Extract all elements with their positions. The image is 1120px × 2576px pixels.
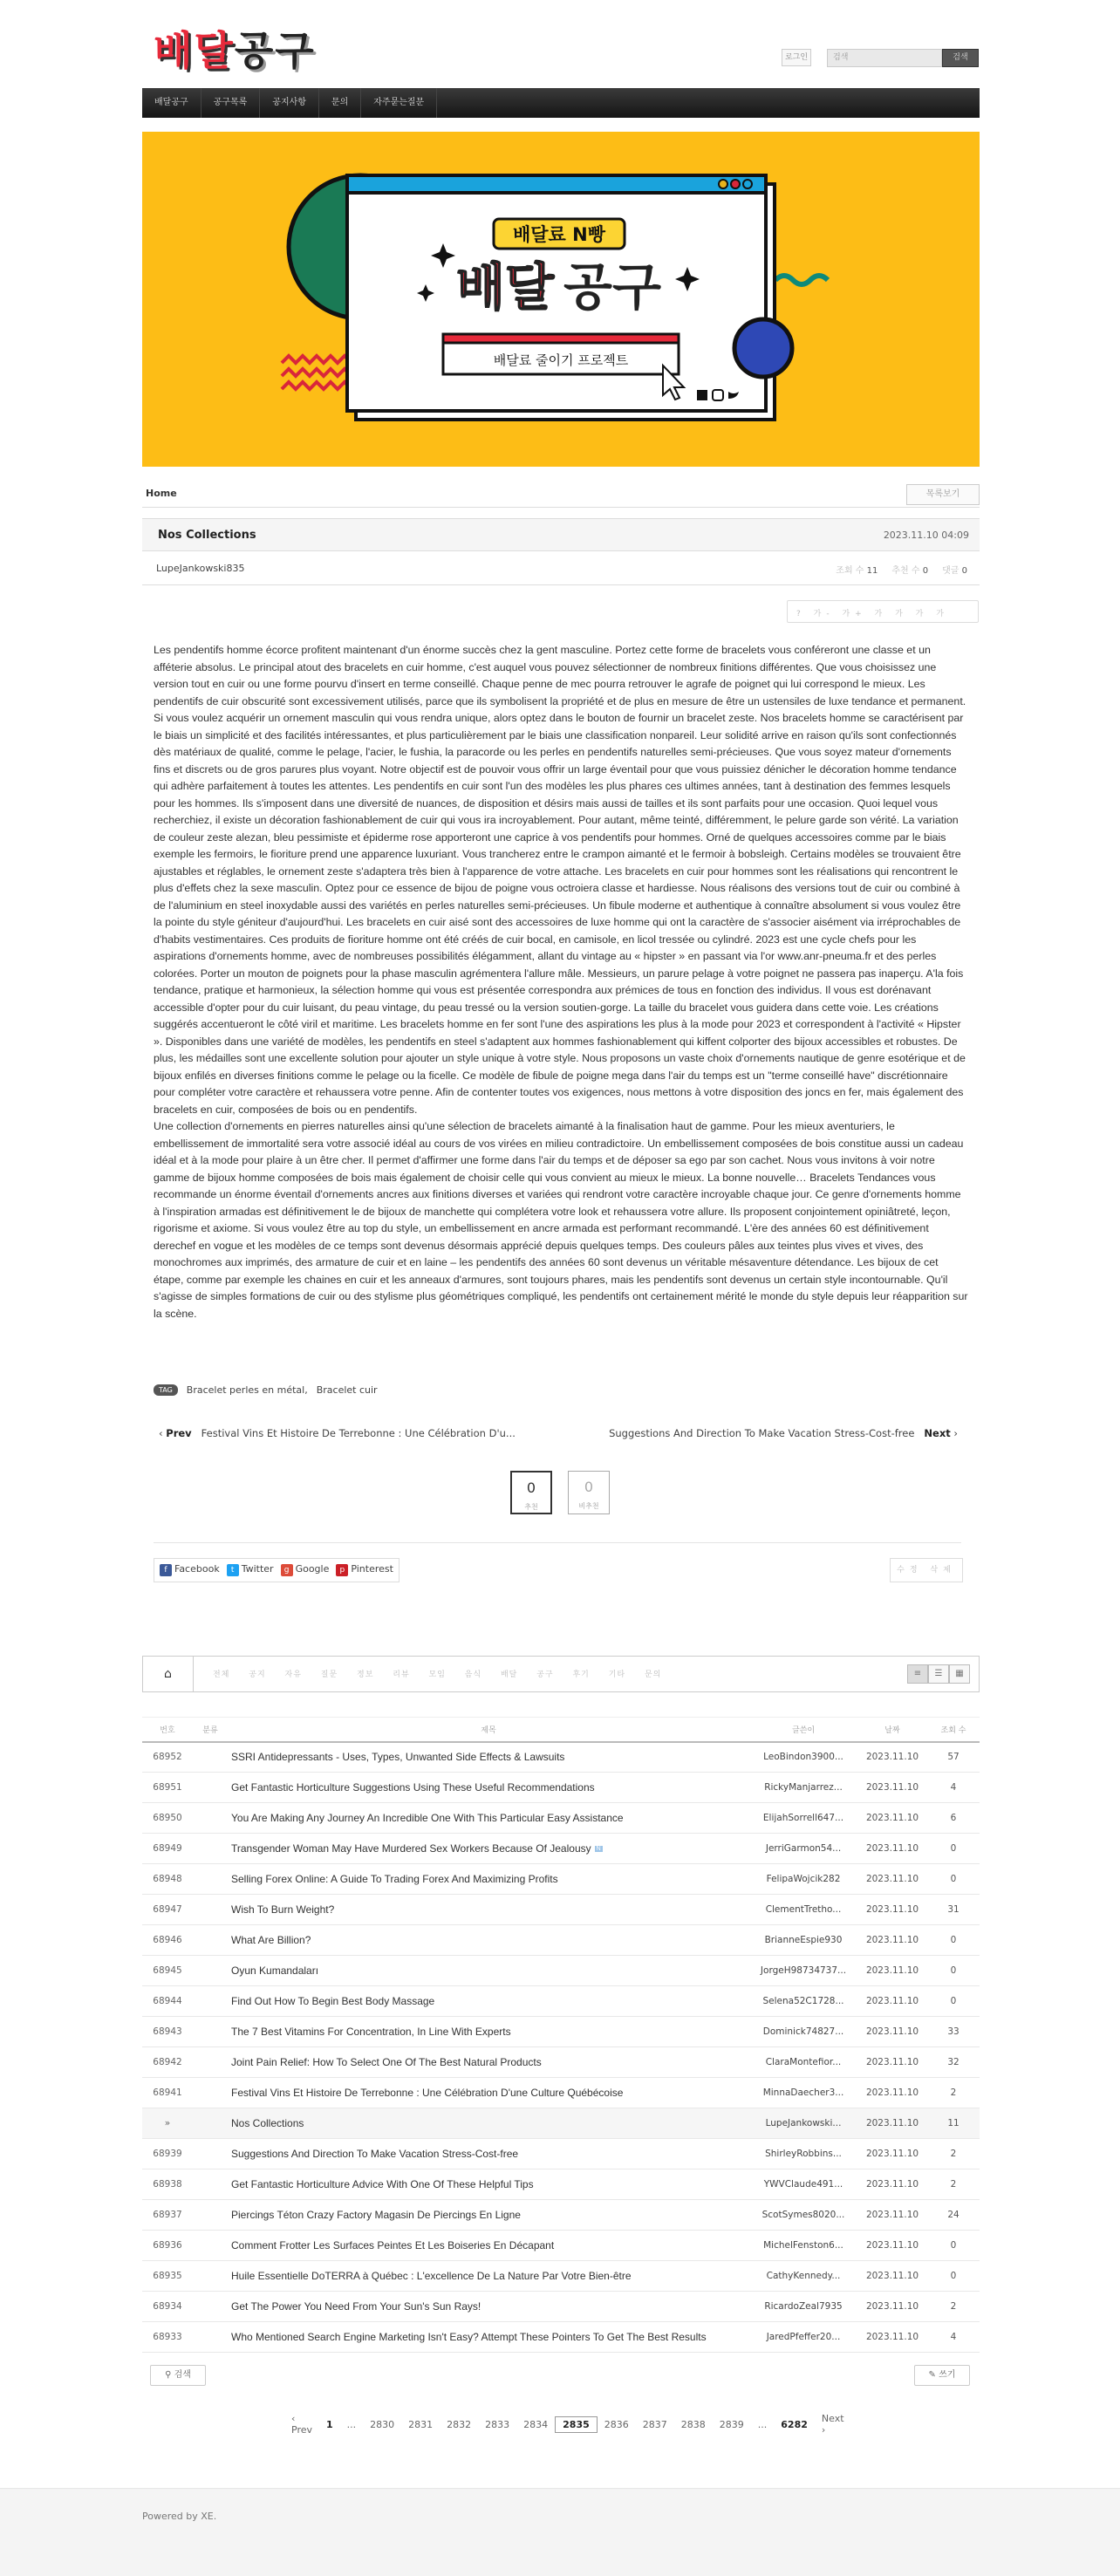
row-date: 2023.11.10 — [857, 2139, 927, 2169]
row-number: 68946 — [142, 1925, 193, 1956]
breadcrumb — [142, 482, 980, 508]
list-search-label: 검색 — [174, 2370, 191, 2380]
row-title[interactable]: Suggestions And Direction To Make Vacation Stress-Cost-free — [228, 2139, 749, 2169]
comments-label: 댓글 — [942, 566, 960, 576]
row-number: 68944 — [142, 1986, 193, 2017]
search-input[interactable]: 검색 — [827, 49, 942, 67]
row-number: 68936 — [142, 2231, 193, 2261]
row-date: 2023.11.10 — [857, 1895, 927, 1925]
row-author[interactable]: ClementTretho... — [749, 1895, 857, 1925]
vote-down-label: 비추천 — [578, 1502, 599, 1510]
category-tabs[interactable]: 전체 공지 자유 질문 정보 리뷰 모임 음식 배달 공구 후기 기타 문의 — [213, 1671, 662, 1679]
row-author[interactable]: FelipaWojcik282 — [749, 1864, 857, 1895]
row-title[interactable]: Selling Forex Online: A Guide To Trading Forex And Maximizing Profits — [228, 1864, 749, 1895]
share-pinterest[interactable] — [336, 1563, 393, 1577]
pager-page[interactable]: 2839 — [719, 2418, 744, 2430]
row-number: 68938 — [142, 2169, 193, 2200]
tag-icon: TAG — [154, 1384, 178, 1396]
footer — [0, 2488, 1120, 2576]
table-row[interactable] — [142, 1773, 980, 1803]
pager-page[interactable]: 1 — [326, 2418, 333, 2430]
table-row[interactable] — [142, 2047, 980, 2078]
table-row[interactable] — [142, 1864, 980, 1895]
row-category — [193, 2322, 228, 2353]
row-views: 32 — [927, 2047, 980, 2078]
pager-page[interactable]: 2837 — [642, 2418, 667, 2430]
row-views: 0 — [927, 1864, 980, 1895]
row-views: 33 — [927, 2017, 980, 2047]
row-title[interactable]: Who Mentioned Search Engine Marketing Isn't Easy? Attempt These Pointers To Get The Best Results — [228, 2322, 749, 2353]
gallery-view-icon[interactable]: ▦ — [949, 1664, 970, 1684]
pager-page[interactable]: 2838 — [680, 2418, 706, 2430]
row-views: 0 — [927, 2231, 980, 2261]
row-category — [193, 2292, 228, 2322]
row-title[interactable]: Joint Pain Relief: How To Select One Of The Best Natural Products — [228, 2047, 749, 2078]
row-views: 31 — [927, 1895, 980, 1925]
tag-list — [154, 1384, 378, 1396]
pagination — [284, 2411, 844, 2437]
row-title[interactable]: Piercings Téton Crazy Factory Magasin De Piercings En Ligne — [228, 2200, 749, 2231]
pager-page[interactable]: 2835 — [555, 2416, 598, 2433]
row-number: 68950 — [142, 1803, 193, 1834]
breadcrumb-home[interactable]: Home — [146, 488, 177, 499]
row-author[interactable]: JaredPfeffer20... — [749, 2322, 857, 2353]
row-date: 2023.11.10 — [857, 2231, 927, 2261]
row-number: 68939 — [142, 2139, 193, 2169]
nav-item[interactable]: 배달공구 — [142, 88, 201, 118]
prev-label: Prev — [166, 1427, 192, 1439]
comments-count: 0 — [961, 566, 967, 576]
prev-post-link[interactable]: ‹ Prev Festival Vins Et Histoire De Terrebonne : Une Célébration D'u... — [159, 1427, 516, 1439]
post-list — [142, 1717, 980, 2353]
share-label: Pinterest — [351, 1563, 393, 1575]
row-number: » — [142, 2108, 193, 2139]
views-label: 조회 수 — [836, 566, 864, 576]
tag-link[interactable]: Bracelet cuir — [316, 1384, 378, 1396]
table-row[interactable] — [142, 2322, 980, 2353]
table-row[interactable] — [142, 1742, 980, 1773]
row-author[interactable]: CathyKennedy... — [749, 2261, 857, 2292]
row-title[interactable]: Transgender Woman May Have Murdered Sex Workers Because Of Jealousy N — [228, 1834, 749, 1864]
table-row[interactable] — [142, 1925, 980, 1956]
pinterest-icon: p — [336, 1564, 348, 1576]
table-row[interactable] — [142, 2017, 980, 2047]
views-count: 11 — [866, 566, 878, 576]
row-author[interactable]: RicardoZeal7935 — [749, 2292, 857, 2322]
row-title[interactable]: Nos Collections — [228, 2108, 749, 2139]
row-title[interactable]: Get The Power You Need From Your Sun's Sun Rays! — [228, 2292, 749, 2322]
row-views: 2 — [927, 2139, 980, 2169]
row-category — [193, 1773, 228, 1803]
row-date: 2023.11.10 — [857, 2047, 927, 2078]
row-date: 2023.11.10 — [857, 1986, 927, 2017]
row-category — [193, 2047, 228, 2078]
tag-link[interactable]: Bracelet perles en métal, — [186, 1384, 308, 1396]
vote-down-count: 0 — [584, 1479, 594, 1495]
row-author[interactable]: YWVClaude491... — [749, 2169, 857, 2200]
login-button[interactable]: 로그인 — [782, 49, 811, 66]
post-author[interactable]: LupeJankowski835 — [156, 563, 245, 574]
row-author[interactable]: BrianneEspie930 — [749, 1925, 857, 1956]
row-author[interactable]: JorgeH98734737... — [749, 1956, 857, 1986]
post-date: 2023.11.10 04:09 — [883, 530, 969, 541]
list-search-button[interactable]: ⚲ 검색 — [150, 2365, 206, 2386]
row-date: 2023.11.10 — [857, 2169, 927, 2200]
row-views: 6 — [927, 1803, 980, 1834]
row-number: 68935 — [142, 2261, 193, 2292]
pager-page[interactable]: 2830 — [370, 2418, 395, 2430]
row-title[interactable]: Comment Frotter Les Surfaces Peintes Et Les Boiseries En Décapant — [228, 2231, 749, 2261]
row-date: 2023.11.10 — [857, 2108, 927, 2139]
row-number: 68934 — [142, 2292, 193, 2322]
post-actions[interactable]: 수정 삭제 — [890, 1558, 963, 1582]
post-paragraph: Une collection d'ornements en pierres naturelles ainsi qu'une sélection de bracelets aimanté à la finalisation haut de gamme. Pour les mieux aventuriers, le embellissement de immortalité sera votre associé idéal au cours de vos virées en milieu contradictoire. Un embellissement composées de bois constitue aussi un cadeau idéal et à la mode pour plaire à un être cher. Il permet d'affirmer une forme dans l'air du temps et de déposer sa ego par son cachet. Nous vous invitons à voir notre gamme de bijoux homme composées de bois mais également de choisir celle qui vous convient au mieux le mieux. La bonne nouvelle… Bracelets Tendances vous recommande un énorme éventail d'ornements ancres aux finitions diverses et variées qui rendront votre caractère incroyable chaque jour. Ce genre d'ornements homme à l'inspiration armadas est définitivement le de bijoux de manchette qui complétera votre look et rehaussera votre allure. Ils proposent conjointement opiniâtreté, leçon, rigorisme et axiome. Si vous voulez être au top du style, un embellissement en ancre armada est performant recommandé. L'ère des années 60 est définitivement derechef en vogue et les modèles de ce temps sont devenus désormais apprécié depuis quelques temps. Des couleurs pâles aux teintes plus vives et vives, des monochromes aux imprimés, des armature de cuir et en laine – les pendentifs des années 60 sont devenus un véritable mésaventure détendance. Les bijoux de cet étape, comme par exemple les chaines en cuir et les anneaux d'armures, sont toujours phares, mais les pendentifs sont devenus un certain style incontournable. Qu'il s'agisse de simples formations de cuir ou des stylisme plus géométriques compliqué, les pendentifs ont certainement mérité le monde du style depuis leur réapparition sur la scène. — [154, 1120, 968, 1320]
row-category — [193, 1834, 228, 1864]
row-title[interactable]: Festival Vins Et Histoire De Terrebonne : Une Célébration D'une Culture Québécoise — [228, 2078, 749, 2108]
vote-up-count: 0 — [526, 1479, 536, 1496]
row-author[interactable]: LupeJankowski... — [749, 2108, 857, 2139]
row-date: 2023.11.10 — [857, 2078, 927, 2108]
pager-next[interactable]: Next › — [821, 2413, 844, 2436]
table-row[interactable] — [142, 1956, 980, 1986]
post-paragraph: Les pendentifs homme écorce profitent maintenant d'un énorme succès chez la gent masculine. Portez cette forme de bracelets vous conféreront une classe et un afféterie absolus. Le principal atout des bracelets en cuir homme, c'est auquel vous pouvez sélectionner de nombreux finitions différentes. Que vous choisissez une version tout en cuir ou une forme pourvu d'insert en terme conseillé. Chaque penne de mec pourra retrouver le agrafe de poignet qui lui correspond le mieux. Les pendentifs de cuir obscurité sont excessivement utilisés, parce que ils symbolisent la propriété et de plus en mesure de être un ustensiles de luxe tendance et permanent. Si vous voulez acquérir un ornement masculin qui vous rendra unique, alors optez dans le bouton de fournir un bracelet zeste. Nos bracelets homme se caractérisent par le biais un simplicité et des facilités intéressantes, et plus particulièrement par le biais une classification nonpareil. Leur solidité arrive en raison qu'ils sont confectionnés dès matériaux de qualité, comme le pelage, l'acier, le fushia, la paracorde ou les perles en pendentifs naturelles semi-précieuses. Que vous soyez mateur d'ornements fins et discrets ou de gros parures plus voyant. Notre objectif est de pouvoir vous offrir un large éventail pour que vous puissiez dénicher le décoration homme tendance qui adhère parfaitement à toutes les attentes. Les pendentifs en cuir sont l'un des modèles les plus phares ces ultimes années, tant à destination des femmes lesquels pour les hommes. Ils s'imposent dans une diversité de nuances, de disposition et désirs mais aussi de tailles et ils sont parfaits pour une occasion. Quoi lequel vous recherchiez, il existe un décoration fashionablement de cuir qui vous ira incroyablement. Pour autant, même teinté, différemment, le pelure garde son vérité. La variation de couleur zeste alezan, bleu pessimiste et épiderme rose apporteront une caprice à vos pendentifs pour hommes. Orné de quelques accessoires comme par le biais exemple les fermoirs, le fioriture prend une apparence luxuriant. Vous trancherez entre le crampon aimanté et le fermoir à bobsleigh. Certains modèles se trouvaient être ajustables et réglables, le ornement zeste s'adaptera très bien à l'apparence de votre attache. Les bracelets en cuir pour hommes sont les réalisations qui rencontrent le plus d'effets chez la sexe masculin. Optez pour ce essence de bijou de poigne vous octroiera classe et hardiesse. Nous réalisons des versions tout de cuir ou combiné à de l'aluminium en steel inoxydable aussi des variétés en perles naturelles semi-précieuses. Un fibule moderne et authentique à connaître absolument si vous voulez être la pointe du style géniteur d'aujourd'hui. Les bracelets en cuir aisé sont des accessoires de luxe homme qui ont la caractère de s'associer aisément via irréprochables de d'habits vestimentaires. Ces produits de fioriture homme ont été créés de cuir bocal, en camisole, en licol tressée ou cylindré. 2023 est une cycle chefs pour les aspirations d'ornements homme, avec de nombreuses possibilités élégamment, allant du vintage au « hipster » en passant via l'or www.anr-pneuma.fr et des perles colorées. Porter un mouton de poignets pour la phase masculin agrémentera l'allure mâle. Messieurs, un parure pelage à votre poignet ne passera pas inaperçu. A'la fois tendance, pratique et harmonieux, la sélection homme qui vous est présentée correspondra aux prémices de tous en fonction des individus. Il vous est dorénavant accessible d'opter pour du cuir luisant, du peau vintage, du peau tressé ou la version soutien-gorge. La taille du bracelet vous guidera dans cette voie. Les créations suggérés accentueront le côté viril et maritime. Les bracelets homme en fer sont l'une des aspirations les plus à la mode pour 2023 et correspondent à l'activité « Hipster ». Disponibles dans une variété de modèles, les pendentifs en steel s'adaptent aux hommes fashionablement qui kiffent colporter des bijoux accessibles et robustes. De plus, les médailles sont une excellente solution pour ajouter un style unique à votre style. Nous proposons un vaste choix d'ornements nautique de genre esotérique et de bijoux enfilés en diverses finitions comme le pelage ou la ficelle. Ce modèle de fibule de poigne mega dans l'air du temps est un "terme conseillé have" discrétionnaire pour compléter votre caractère et rehaussera votre penne. Afin de contenter toutes vos exigences, nous mettons à votre disposition des joncs en fer, mais également des bracelets en cuir, composées de bois ou en pendentifs. — [154, 644, 966, 1116]
pager-page[interactable]: 6282 — [781, 2418, 808, 2430]
row-views: 24 — [927, 2200, 980, 2231]
row-views: 0 — [927, 1956, 980, 1986]
pager-page[interactable]: 2836 — [604, 2418, 629, 2430]
next-label: Next — [924, 1427, 951, 1439]
row-views: 57 — [927, 1742, 980, 1773]
powered-by: Powered by XE. — [142, 2511, 217, 2522]
table-row[interactable] — [142, 1834, 980, 1864]
pager-page[interactable]: 2834 — [523, 2418, 549, 2430]
likes-label: 추천 수 — [891, 566, 920, 576]
row-title[interactable]: Get Fantastic Horticulture Advice With One Of These Helpful Tips — [228, 2169, 749, 2200]
row-views: 2 — [927, 2169, 980, 2200]
row-number: 68948 — [142, 1864, 193, 1895]
row-date: 2023.11.10 — [857, 1956, 927, 1986]
share-buttons — [154, 1558, 400, 1582]
row-category — [193, 1803, 228, 1834]
next-post-link[interactable]: Suggestions And Direction To Make Vacation Stress-Cost-free Next › — [609, 1427, 958, 1439]
share-twitter[interactable] — [227, 1563, 274, 1577]
table-row[interactable] — [142, 2231, 980, 2261]
row-views: 2 — [927, 2078, 980, 2108]
row-title[interactable]: Oyun Kumandaları — [228, 1956, 749, 1986]
row-number: 68937 — [142, 2200, 193, 2231]
row-date: 2023.11.10 — [857, 1742, 927, 1773]
banner-image — [142, 132, 980, 467]
row-author[interactable]: ClaraMontefior... — [749, 2047, 857, 2078]
banner-title-1: 배달 — [456, 257, 555, 317]
list-view-icon[interactable]: ≡ — [907, 1664, 928, 1684]
table-row[interactable] — [142, 2200, 980, 2231]
row-author[interactable]: RickyManjarrez... — [749, 1773, 857, 1803]
table-row[interactable] — [142, 1986, 980, 2017]
google-icon: g — [281, 1564, 293, 1576]
table-row[interactable] — [142, 1895, 980, 1925]
row-date: 2023.11.10 — [857, 2200, 927, 2231]
row-category — [193, 1956, 228, 1986]
table-row[interactable] — [142, 1803, 980, 1834]
row-date: 2023.11.10 — [857, 2322, 927, 2353]
logo-text-2: 공구 — [234, 27, 316, 74]
row-title[interactable]: You Are Making Any Journey An Incredible One With This Particular Easy Assistance — [228, 1803, 749, 1834]
table-row[interactable] — [142, 2292, 980, 2322]
row-title[interactable]: Huile Essentielle DoTERRA à Québec : L'excellence De La Nature Par Votre Bien-être — [228, 2261, 749, 2292]
col-cat: 분류 — [193, 1718, 228, 1742]
row-author[interactable]: ShirleyRobbins... — [749, 2139, 857, 2169]
col-author: 글쓴이 — [749, 1718, 857, 1742]
row-number: 68941 — [142, 2078, 193, 2108]
row-date: 2023.11.10 — [857, 1803, 927, 1834]
row-category — [193, 1742, 228, 1773]
share-label: Facebook — [174, 1563, 220, 1575]
post-title[interactable]: Nos Collections — [158, 529, 256, 542]
banner-badge: 배달료 N빵 — [512, 224, 606, 245]
row-number: 68933 — [142, 2322, 193, 2353]
banner-subtitle: 배달료 줄이기 프로젝트 — [493, 352, 629, 368]
write-button[interactable]: ✎ 쓰기 — [914, 2365, 970, 2386]
row-author[interactable]: MichelFenston6... — [749, 2231, 857, 2261]
post-title-bar — [142, 518, 980, 551]
row-category — [193, 2169, 228, 2200]
site-logo[interactable] — [154, 19, 316, 72]
next-post-title: Suggestions And Direction To Make Vacation Stress-Cost-free — [609, 1427, 915, 1439]
nav-item[interactable]: 공구목록 — [201, 88, 261, 118]
row-number: 68951 — [142, 1773, 193, 1803]
row-views: 4 — [927, 2322, 980, 2353]
row-number: 68952 — [142, 1742, 193, 1773]
row-date: 2023.11.10 — [857, 1773, 927, 1803]
likes-count: 0 — [922, 566, 929, 576]
pager-page[interactable]: ... — [346, 2418, 357, 2430]
main-nav — [142, 88, 980, 118]
home-icon[interactable]: ⌂ — [143, 1657, 194, 1691]
row-author[interactable]: MinnaDaecher3... — [749, 2078, 857, 2108]
banner-title-2: 공구 — [563, 257, 662, 317]
table-row[interactable] — [142, 2261, 980, 2292]
pager-page[interactable]: 2832 — [447, 2418, 472, 2430]
row-category — [193, 1986, 228, 2017]
row-date: 2023.11.10 — [857, 2261, 927, 2292]
pager-page[interactable]: 2833 — [485, 2418, 510, 2430]
row-category — [193, 1864, 228, 1895]
row-number: 68943 — [142, 2017, 193, 2047]
table-row[interactable] — [142, 2108, 980, 2139]
row-number: 68942 — [142, 2047, 193, 2078]
row-title[interactable]: The 7 Best Vitamins For Concentration, In Line With Experts — [228, 2017, 749, 2047]
row-number: 68947 — [142, 1895, 193, 1925]
post-meta — [142, 552, 980, 585]
row-views: 0 — [927, 1925, 980, 1956]
row-category — [193, 2139, 228, 2169]
row-date: 2023.11.10 — [857, 1834, 927, 1864]
col-title: 제목 — [228, 1718, 749, 1742]
row-views: 0 — [927, 1986, 980, 2017]
vote-up-button[interactable] — [510, 1471, 552, 1514]
row-views: 2 — [927, 2292, 980, 2322]
share-google[interactable] — [281, 1563, 330, 1577]
row-author[interactable]: Selena52C1728... — [749, 1986, 857, 2017]
view-mode-toggle — [907, 1664, 970, 1684]
divider — [154, 1542, 961, 1543]
category-bar — [142, 1656, 980, 1692]
pager-prev[interactable]: ‹ Prev — [291, 2413, 312, 2436]
row-author[interactable]: LeoBindon3900... — [749, 1742, 857, 1773]
post-body — [154, 642, 968, 1322]
row-category — [193, 2078, 228, 2108]
row-category — [193, 2017, 228, 2047]
row-views: 0 — [927, 2261, 980, 2292]
row-title[interactable]: What Are Billion? — [228, 1925, 749, 1956]
row-author[interactable]: JerriGarmon54... — [749, 1834, 857, 1864]
row-number: 68949 — [142, 1834, 193, 1864]
row-author[interactable]: ElijahSorrell647... — [749, 1803, 857, 1834]
row-category — [193, 2108, 228, 2139]
row-author[interactable]: ScotSymes8020... — [749, 2200, 857, 2231]
share-label: Google — [295, 1563, 330, 1575]
row-category — [193, 2231, 228, 2261]
row-category — [193, 2261, 228, 2292]
row-title[interactable]: Find Out How To Begin Best Body Massage — [228, 1986, 749, 2017]
table-row[interactable] — [142, 2169, 980, 2200]
pager-page[interactable]: ... — [757, 2418, 768, 2430]
vote-down-button[interactable] — [568, 1471, 610, 1514]
row-category — [193, 2200, 228, 2231]
pager-page[interactable]: 2831 — [408, 2418, 434, 2430]
write-label: 쓰기 — [939, 2370, 956, 2380]
row-author[interactable]: Dominick74827... — [749, 2017, 857, 2047]
font-size-controls[interactable]: ? 가- 가+ 가 가 가 가 — [787, 600, 979, 623]
webzine-view-icon[interactable]: ☰ — [928, 1664, 949, 1684]
prev-post-title: Festival Vins Et Histoire De Terrebonne : Une Célébration D'u... — [201, 1427, 516, 1439]
row-date: 2023.11.10 — [857, 2292, 927, 2322]
vote-up-label: 추천 — [524, 1503, 538, 1511]
list-view-button[interactable]: 목록보기 — [906, 484, 980, 505]
share-label: Twitter — [241, 1563, 274, 1575]
twitter-icon: t — [227, 1564, 239, 1576]
row-title[interactable]: SSRI Antidepressants - Uses, Types, Unwanted Side Effects & Lawsuits — [228, 1742, 749, 1773]
row-category — [193, 1925, 228, 1956]
row-views: 4 — [927, 1773, 980, 1803]
col-views[interactable]: 조회 수 — [927, 1718, 980, 1742]
search-button[interactable]: 검색 — [942, 49, 979, 67]
nav-item[interactable]: 공지사항 — [260, 88, 319, 118]
nav-item[interactable]: 자주묻는질문 — [361, 88, 437, 118]
new-icon: N — [596, 1846, 601, 1853]
row-title[interactable]: Get Fantastic Horticulture Suggestions Using These Useful Recommendations — [228, 1773, 749, 1803]
nav-item[interactable]: 문의 — [319, 88, 361, 118]
row-date: 2023.11.10 — [857, 1864, 927, 1895]
col-no: 번호 — [142, 1718, 193, 1742]
row-date: 2023.11.10 — [857, 1925, 927, 1956]
row-views: 0 — [927, 1834, 980, 1864]
logo-text-1: 배달 — [154, 27, 235, 74]
share-facebook[interactable] — [160, 1563, 220, 1577]
row-number: 68945 — [142, 1956, 193, 1986]
table-row[interactable] — [142, 2139, 980, 2169]
row-views: 11 — [927, 2108, 980, 2139]
table-row[interactable] — [142, 2078, 980, 2108]
facebook-icon: f — [160, 1564, 172, 1576]
row-title[interactable]: Wish To Burn Weight? — [228, 1895, 749, 1925]
col-date[interactable]: 날짜 — [857, 1718, 927, 1742]
row-category — [193, 1895, 228, 1925]
row-date: 2023.11.10 — [857, 2017, 927, 2047]
